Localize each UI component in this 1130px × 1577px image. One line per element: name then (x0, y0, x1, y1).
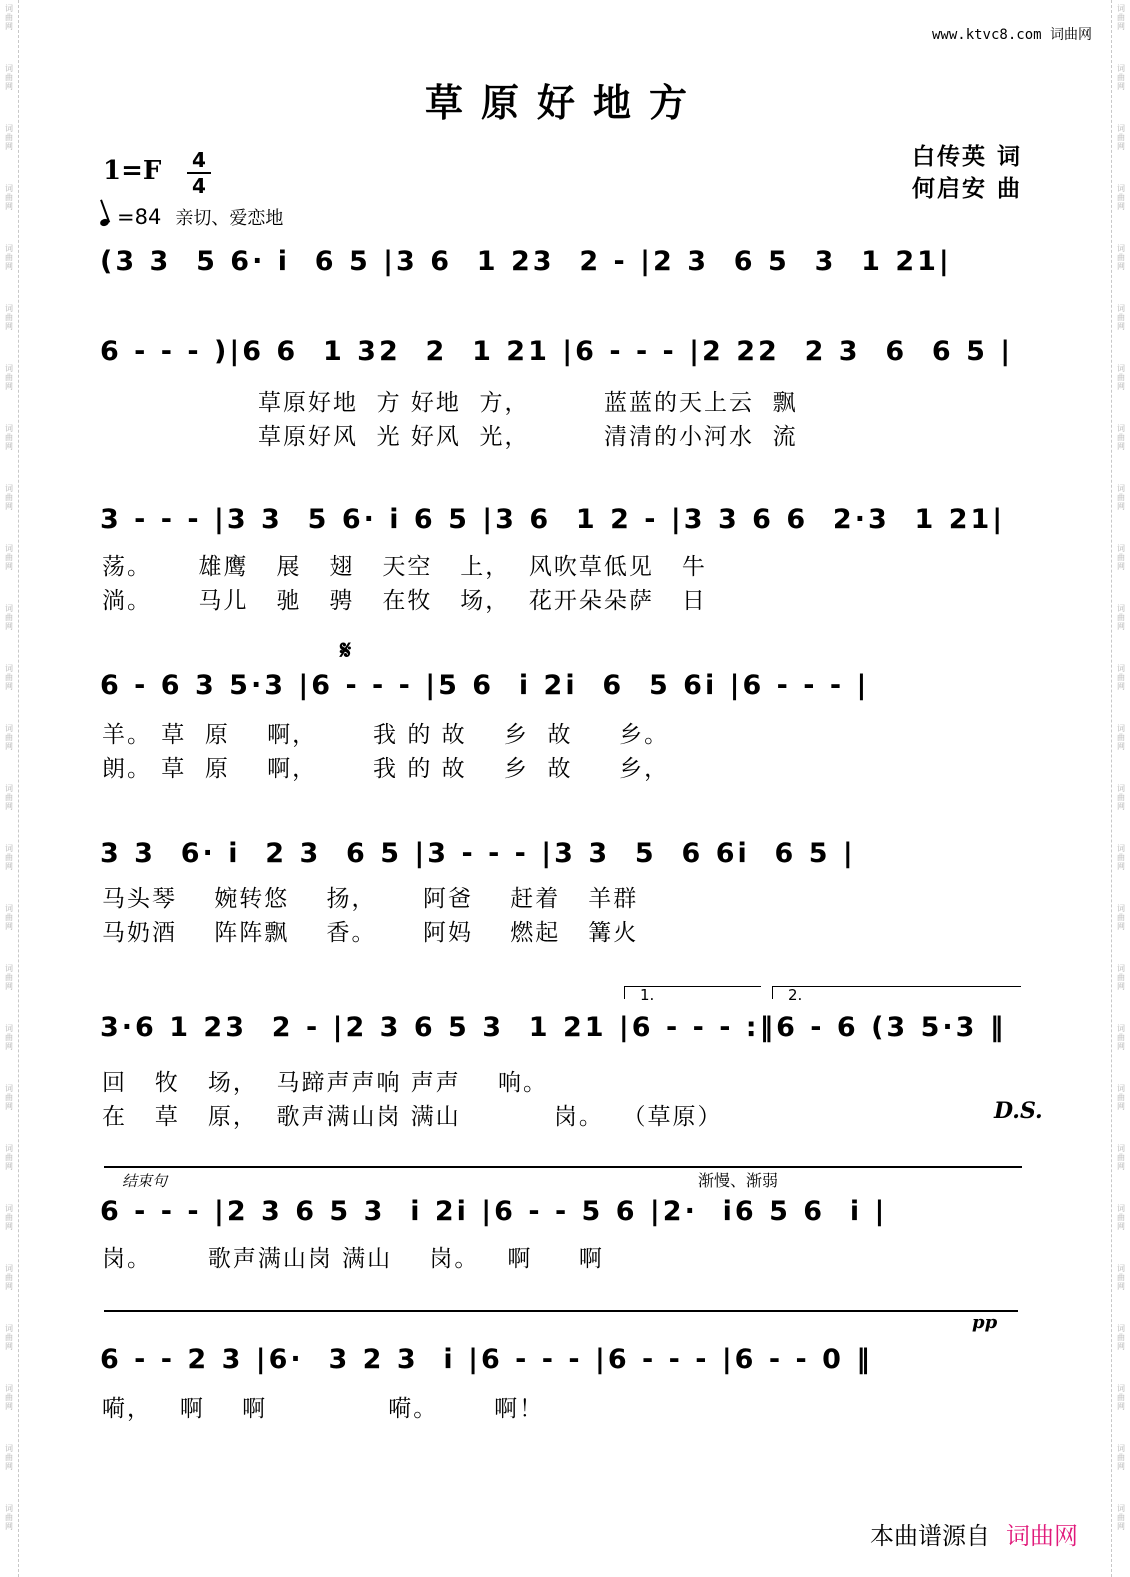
watermark-text: 词 曲 网 (5, 904, 13, 931)
notation-line: 6 - - 2 3 |6· 3 2 3 i |6 - - - |6 - - - |6 - - 0 ‖ (100, 1344, 873, 1375)
watermark-text: 词 曲 网 (1117, 724, 1125, 751)
watermark-text: 词 曲 网 (1117, 544, 1125, 571)
lyric-verse-1: 嗬， 啊 啊 嗬。 啊！ (102, 1396, 545, 1422)
watermark-text: 词 曲 网 (1117, 244, 1125, 271)
lyric-verse-1: 草原好地 方 好地 方， 蓝蓝的天上云 飘 (258, 390, 798, 416)
watermark-text: 词 曲 网 (5, 1084, 13, 1111)
notation-line: 6 - - - )|6 6 1 32 2 1 21 |6 - - - |2 22 2 3 6 6 5 | (100, 336, 1014, 367)
final-bracket-line (104, 1310, 1018, 1312)
notation-line: 6 - - - |2 3 6 5 3 i 2i |6 - - 5 6 |2· i6 5 6 i | (100, 1196, 888, 1227)
watermark-text: 词 曲 网 (1117, 184, 1125, 211)
watermark-text: 词 曲 网 (1117, 664, 1125, 691)
staff-system-6 (100, 1012, 1030, 1056)
lyric-verse-2: 在 草 原， 歌声满山岗 满山 岗。 （草原） (102, 1104, 723, 1130)
watermark-text: 词 曲 网 (5, 424, 13, 451)
watermark-text: 词 曲 网 (1117, 1264, 1125, 1291)
quarter-note-icon (99, 218, 110, 228)
lyric-verse-2: 草原好风 光 好风 光， 清清的小河水 流 (258, 424, 798, 450)
watermark-text: 词 曲 网 (1117, 1144, 1125, 1171)
watermark-text: 词 曲 网 (1117, 964, 1125, 991)
left-watermark-strip (0, 0, 19, 1577)
site-name: 词曲网 (1050, 27, 1092, 43)
watermark-text: 词 曲 网 (5, 844, 13, 871)
watermark-text: 词 曲 网 (1117, 124, 1125, 151)
watermark-text: 词 曲 网 (5, 724, 13, 751)
watermark-text: 词 曲 网 (1117, 364, 1125, 391)
staff-system-1 (100, 246, 1030, 290)
watermark-text: 词 曲 网 (1117, 1444, 1125, 1471)
watermark-text: 词 曲 网 (5, 544, 13, 571)
staff-system-3 (100, 504, 1030, 548)
watermark-text: 词 曲 网 (1117, 1324, 1125, 1351)
notation-line: 3·6 1 23 2 - |2 3 6 5 3 1 21 |6 - - - :‖6 - 6 (3 5·3 ‖ (100, 1012, 1007, 1043)
watermark-text: 词 曲 网 (5, 964, 13, 991)
staff-system-4 (100, 670, 1030, 714)
song-title: 草原好地方 (424, 81, 705, 125)
site-url: www.ktvc8.com (931, 27, 1042, 43)
meter-top: 4 (192, 148, 206, 172)
staff-system-5 (100, 838, 1030, 882)
watermark-text: 词 曲 网 (1117, 1384, 1125, 1411)
watermark-text: 词 曲 网 (5, 4, 13, 31)
site-header (932, 24, 1092, 44)
segno-sign: 𝄋 (340, 636, 352, 666)
watermark-text: 词 曲 网 (5, 364, 13, 391)
watermark-text: 词 曲 网 (5, 1204, 13, 1231)
lyric-verse-1: 羊。 草 原 啊， 我 的 故 乡 故 乡。 (102, 722, 670, 748)
watermark-text: 词 曲 网 (5, 244, 13, 271)
volta-label-1: 1. (640, 986, 655, 1004)
watermark-text: 词 曲 网 (1117, 424, 1125, 451)
right-watermark-strip (1111, 0, 1130, 1577)
coda-label: 结束句 (122, 1172, 168, 1190)
watermark-text: 词 曲 网 (5, 484, 13, 511)
watermark-text: 词 曲 网 (5, 1504, 13, 1531)
watermark-text: 词 曲 网 (5, 1384, 13, 1411)
tempo-marking (100, 204, 283, 230)
watermark-text: 词 曲 网 (1117, 604, 1125, 631)
lyric-verse-2: 马奶酒 阵阵飘 香。 阿妈 燃起 篝火 (102, 920, 639, 946)
watermark-text: 词 曲 网 (1117, 904, 1125, 931)
watermark-text: 词 曲 网 (1117, 304, 1125, 331)
lyricist-credit: 白传英 词 (911, 144, 1022, 170)
notation-line: 3 3 6· i 2 3 6 5 |3 - - - |3 3 5 6 6i 6 5 | (100, 838, 856, 869)
watermark-text: 词 曲 网 (5, 1024, 13, 1051)
watermark-text: 词 曲 网 (5, 604, 13, 631)
dal-segno-mark: D.S. (994, 1098, 1043, 1124)
lyric-verse-2: 朗。 草 原 啊， 我 的 故 乡 故 乡， (102, 756, 670, 782)
time-signature (187, 150, 211, 196)
lyric-verse-1: 回 牧 场， 马蹄声声响 声声 响。 (102, 1070, 549, 1096)
lyric-verse-2: 淌。 马儿 驰 骋 在牧 场， 花开朵朵萨 日 (102, 588, 707, 614)
notation-line: (3 3 5 6· i 6 5 |3 6 1 23 2 - |2 3 6 5 3 1 21| (100, 246, 952, 277)
meter-bottom: 4 (192, 174, 206, 198)
tempo-value: =84 (117, 205, 162, 229)
watermark-text: 词 曲 网 (1117, 1504, 1125, 1531)
watermark-text: 词 曲 网 (5, 1324, 13, 1351)
volta-label-2: 2. (788, 986, 803, 1004)
watermark-text: 词 曲 网 (1117, 1084, 1125, 1111)
watermark-text: 词 曲 网 (1117, 1204, 1125, 1231)
watermark-text: 词 曲 网 (1117, 484, 1125, 511)
watermark-text: 词 曲 网 (5, 304, 13, 331)
expression-text: 亲切、爱恋地 (175, 208, 284, 229)
watermark-text: 词 曲 网 (5, 64, 13, 91)
lyric-verse-1: 荡。 雄鹰 展 翅 天空 上， 风吹草低见 牛 (102, 554, 707, 580)
pianissimo-mark: pp (972, 1312, 998, 1333)
watermark-text: 词 曲 网 (1117, 1024, 1125, 1051)
lyric-verse-1: 岗。 歌声满山岗 满山 岗。 啊 啊 (102, 1246, 604, 1272)
staff-system-7 (100, 1196, 1030, 1240)
watermark-text: 词 曲 网 (5, 184, 13, 211)
watermark-text: 词 曲 网 (5, 1144, 13, 1171)
lyric-verse-1: 马头琴 婉转悠 扬， 阿爸 赶着 羊群 (102, 886, 639, 912)
composer-credit: 何启安 曲 (911, 176, 1022, 202)
notation-line: 6 - 6 3 5·3 |6 - - - |5 6 i 2i 6 5 6i |6 - - - | (100, 670, 870, 701)
staff-system-8 (100, 1344, 1030, 1388)
watermark-text: 词 曲 网 (1117, 844, 1125, 871)
watermark-text: 词 曲 网 (5, 784, 13, 811)
coda-bracket-line (104, 1166, 1022, 1168)
key-signature: 1=F (103, 156, 162, 186)
watermark-text: 词 曲 网 (5, 124, 13, 151)
watermark-text: 词 曲 网 (5, 1444, 13, 1471)
source-text: 本曲谱源自 (870, 1522, 990, 1550)
source-footer (870, 1516, 1078, 1551)
dynamics-text: 渐慢、渐弱 (698, 1171, 779, 1190)
notation-line: 3 - - - |3 3 5 6· i 6 5 |3 6 1 2 - |3 3 6 6 2·3 1 21| (100, 504, 1006, 535)
volta-bracket-2 (772, 986, 1021, 999)
watermark-text: 词 曲 网 (5, 1264, 13, 1291)
staff-system-2 (100, 336, 1030, 380)
watermark-text: 词 曲 网 (1117, 64, 1125, 91)
watermark-text: 词 曲 网 (1117, 784, 1125, 811)
watermark-text: 词 曲 网 (1117, 4, 1125, 31)
brand-link[interactable]: 词曲网 (1006, 1522, 1078, 1550)
watermark-text: 词 曲 网 (5, 664, 13, 691)
